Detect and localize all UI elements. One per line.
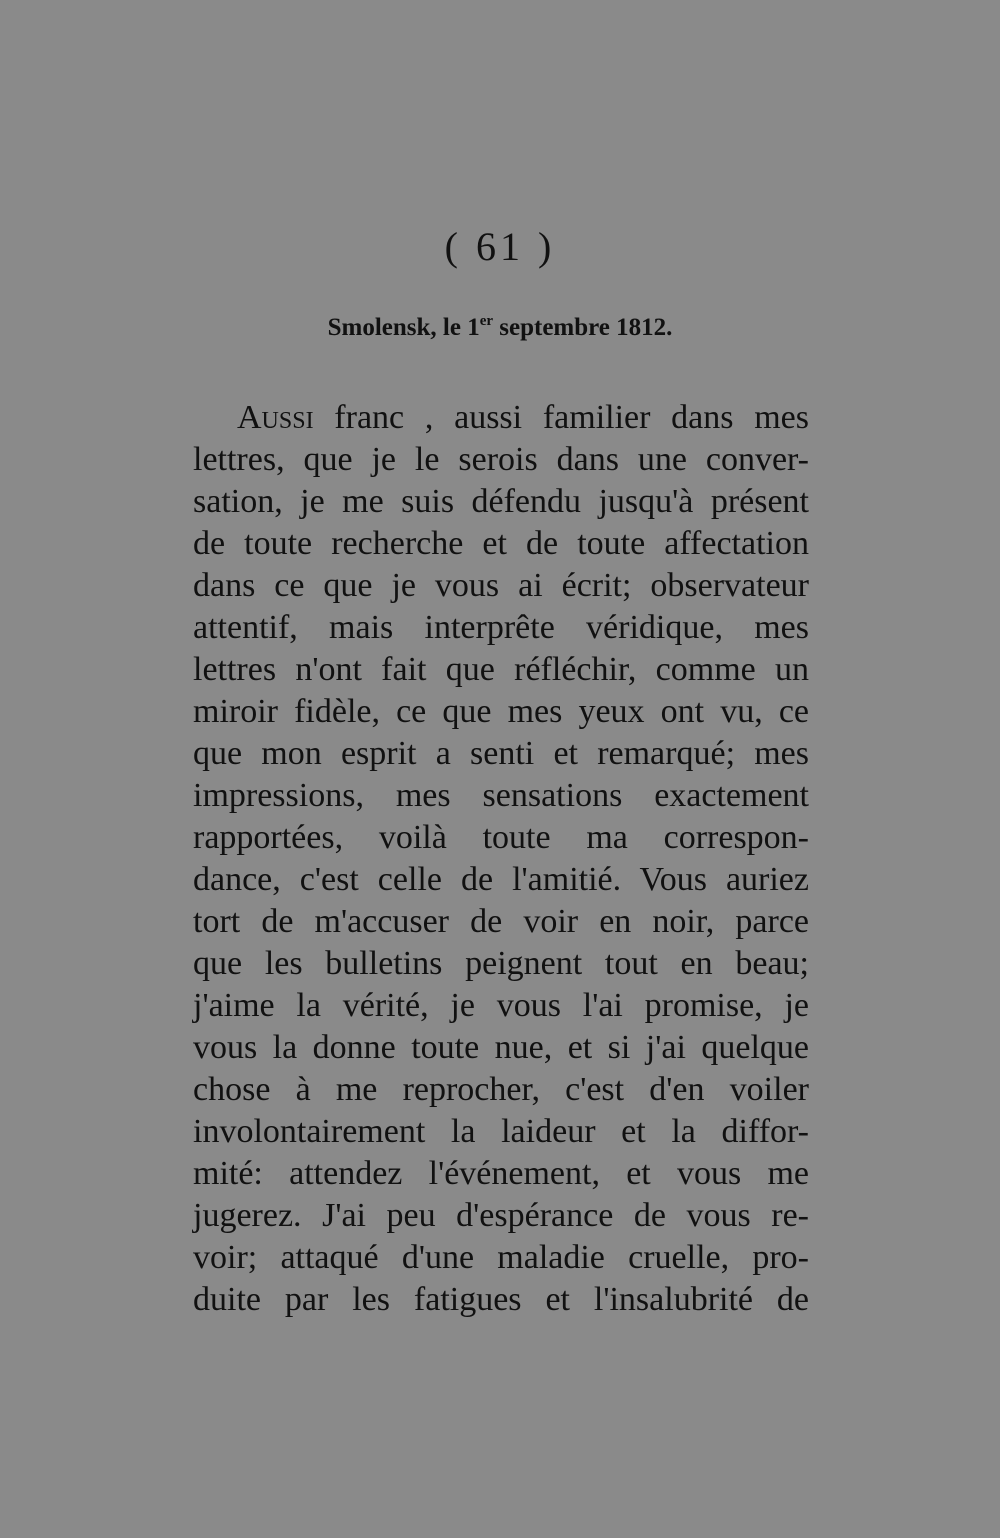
text-line: miroir fidèle, ce que mes yeux ont vu, ce <box>193 693 809 730</box>
text-line: lettres, que je le serois dans une conver- <box>193 441 809 478</box>
text-line: duite par les fatigues et l'insalubrité de <box>193 1281 809 1318</box>
text-line: tort de m'accuser de voir en noir, parce <box>193 903 809 940</box>
text-line: sation, je me suis défendu jusqu'à présent <box>193 483 809 520</box>
text-line: attentif, mais interprête véridique, mes <box>193 609 809 646</box>
text-line: involontairement la laideur et la diffor- <box>193 1113 809 1150</box>
text-line: de toute recherche et de toute affectation <box>193 525 809 562</box>
text-line: que les bulletins peignent tout en beau; <box>193 945 809 982</box>
text-line: mité: attendez l'événement, et vous me <box>193 1155 809 1192</box>
letter-dateline <box>0 312 1000 344</box>
text-line: rapportées, voilà toute ma correspon- <box>193 819 809 856</box>
text-line: dance, c'est celle de l'amitié. Vous auriez <box>193 861 809 898</box>
text-line: voir; attaqué d'une maladie cruelle, pro- <box>193 1239 809 1276</box>
text-line: j'aime la vérité, je vous l'ai promise, je <box>193 987 809 1024</box>
dateline-date: septembre 1812. <box>493 314 673 341</box>
letter-body <box>193 397 809 1321</box>
text-line-rest: franc , aussi familier dans mes <box>313 399 809 436</box>
text-line <box>193 397 809 439</box>
dateline-superscript: er <box>479 313 494 329</box>
text-line: lettres n'ont fait que réfléchir, comme un <box>193 651 809 688</box>
text-line: impressions, mes sensations exactement <box>193 777 809 814</box>
dateline-place: Smolensk, le 1 <box>327 314 480 341</box>
opening-word: Aussi <box>237 399 314 436</box>
text-line: que mon esprit a senti et remarqué; mes <box>193 735 809 772</box>
text-line: chose à me reprocher, c'est d'en voiler <box>193 1071 809 1108</box>
page-number: ( 61 ) <box>444 224 556 269</box>
text-line: jugerez. J'ai peu d'espérance de vous re- <box>193 1197 809 1234</box>
text-line: vous la donne toute nue, et si j'ai quelque <box>193 1029 809 1066</box>
text-line: dans ce que je vous ai écrit; observateur <box>193 567 809 604</box>
